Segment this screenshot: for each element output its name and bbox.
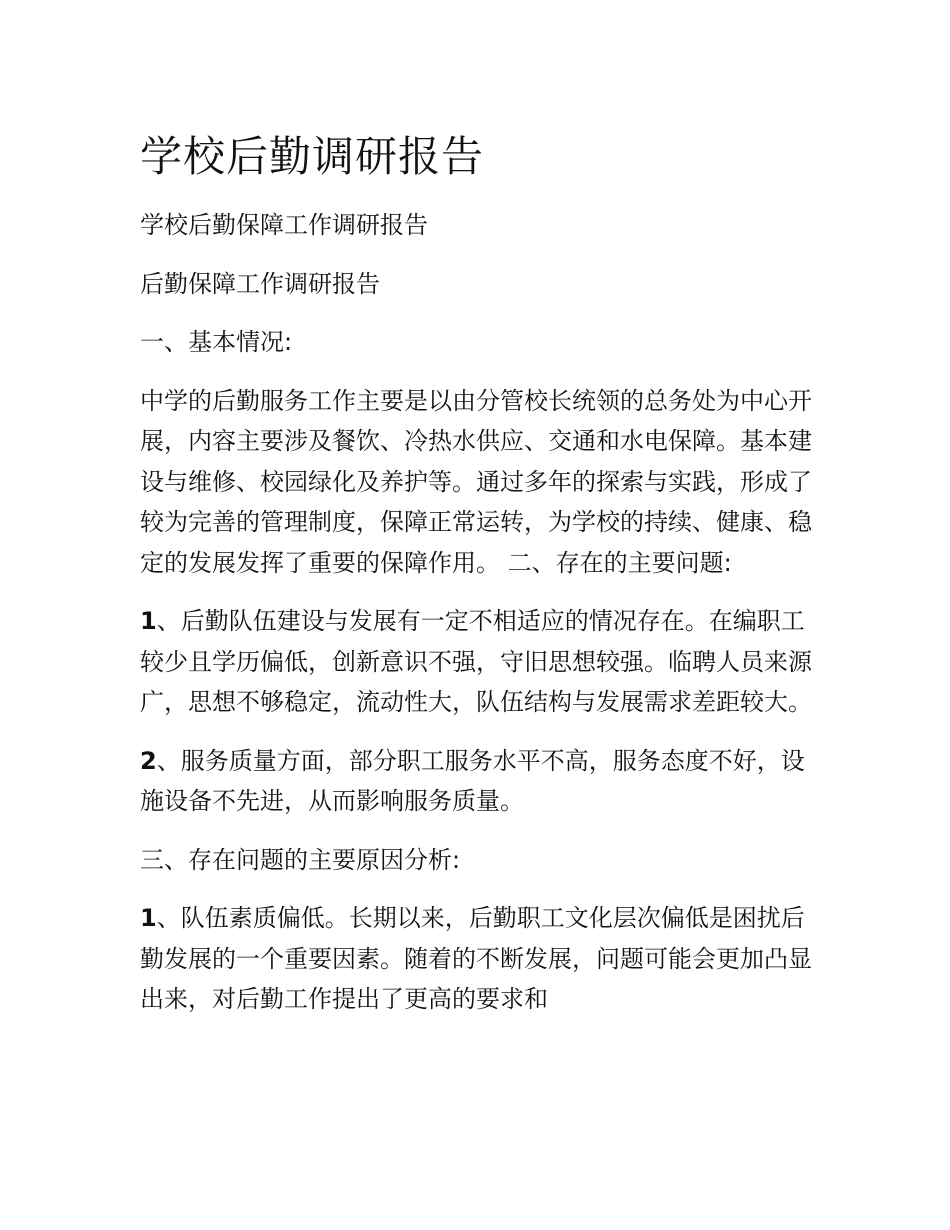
problem-1-text: 、后勤队伍建设与发展有一定不相适应的情况存在。在编职工较少且学历偏低，创新意识不强，守旧思想较强。临聘人员来源广，思想不够稳定，流动性大，队伍结构与发展需求差距较大。 (140, 607, 812, 716)
cause-1-text: 、队伍素质偏低。长期以来，后勤职工文化层次偏低是困扰后勤发展的一个重要因素。随着的不断发展，问题可能会更加凸显出来，对后勤工作提出了更高的要求和 (140, 904, 812, 1013)
subtitle-logistics-report: 后勤保障工作调研报告 (140, 269, 380, 298)
document-page (140, 128, 812, 1038)
paragraph-problem-1 (140, 601, 812, 723)
problem-2-text: 、服务质量方面，部分职工服务水平不高，服务态度不好，设施设备不先进，从而影响服务质量。 (140, 746, 805, 815)
section-causes-heading: 三、存在问题的主要原因分析: (140, 845, 461, 874)
problem-2-number: 2 (140, 746, 157, 775)
subtitle-school-logistics-report: 学校后勤保障工作调研报告 (140, 211, 428, 239)
paragraph-basic-situation: 中学的后勤服务工作主要是以由分管校长统领的总务处为中心开展，内容主要涉及餐饮、冷热水供应、交通和水电保障。基本建设与维修、校园绿化及养护等。通过多年的探索与实践，形成了较为完善的管理制度，保障正常运转，为学校的持续、健康、稳定的发展发挥了重要的保障作用。 二、存在的主要问题: (140, 386, 812, 577)
section-basic-heading: 一、基本情况: (140, 328, 293, 356)
problem-1-number: 1 (140, 607, 157, 635)
document-title: 学校后勤调研报告 (140, 132, 485, 181)
cause-1-number: 1 (140, 904, 157, 932)
paragraph-cause-1 (140, 898, 812, 1020)
paragraph-problem-2 (140, 741, 812, 822)
